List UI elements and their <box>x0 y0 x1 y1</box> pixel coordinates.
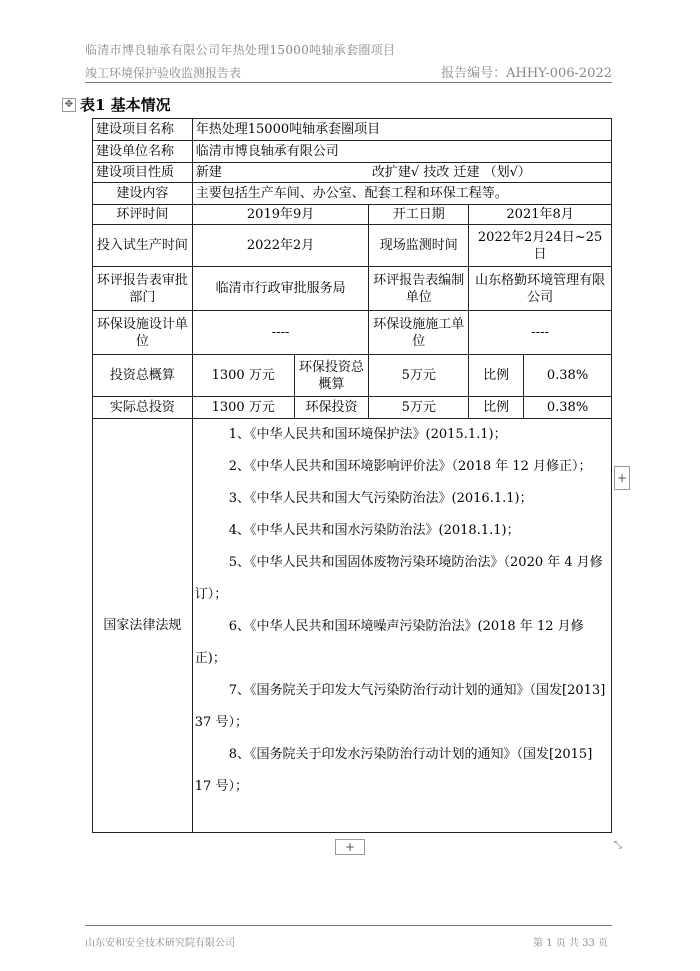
table-row <box>93 225 612 267</box>
table-title: 表1 基本情况 <box>80 96 171 114</box>
table-move-handle-icon[interactable]: ✥ <box>62 98 76 112</box>
footer-divider <box>85 925 612 926</box>
cell-label: 开工日期 <box>369 205 469 225</box>
cell-value: ---- <box>192 311 369 355</box>
cell-value: 5万元 <box>369 355 469 397</box>
cell-label: 建设单位名称 <box>93 141 193 163</box>
cell-value: 年热处理15000吨轴承套圈项目 <box>192 119 611 141</box>
laws-cell <box>192 419 611 833</box>
header-project-title: 临清市博良轴承有限公司年热处理15000吨轴承套圈项目 <box>85 43 396 57</box>
add-column-plus-icon[interactable]: + <box>614 466 630 490</box>
law-item: 6、《中华人民共和国环境噪声污染防治法》(2018 年 12 月修正)； <box>194 619 584 666</box>
law-item: 3、《中华人民共和国大气污染防治法》(2016.1.1)； <box>228 491 533 506</box>
table-row <box>93 205 612 225</box>
table-row <box>93 267 612 311</box>
cell-label: 环保投资总概算 <box>294 355 369 397</box>
table-row <box>93 397 612 419</box>
cell-label: 环保设施施工单位 <box>369 311 469 355</box>
law-item: 5、《中华人民共和国固体废物污染环境防治法》（2020 年 4 月修订）； <box>194 555 603 602</box>
cell-value: 临清市行政审批服务局 <box>192 267 369 311</box>
cell-label: 建设项目名称 <box>93 119 193 141</box>
cell-value: 5万元 <box>369 397 469 419</box>
cell-label: 实际总投资 <box>93 397 193 419</box>
cell-label: 比例 <box>469 355 524 397</box>
cell-value: 2019年9月 <box>192 205 369 225</box>
cell-label: 环保设施设计单位 <box>93 311 193 355</box>
basic-info-table <box>92 118 612 833</box>
cell-value: 0.38% <box>524 355 612 397</box>
cell-label: 建设项目性质 <box>93 163 193 183</box>
footer-organization: 山东安和安全技术研究院有限公司 <box>85 938 235 949</box>
cell-value: 0.38% <box>524 397 612 419</box>
cell-value: 1300 万元 <box>192 397 294 419</box>
cell-value: 主要包括生产车间、办公室、配套工程和环保工程等。 <box>192 183 611 205</box>
table-row <box>93 119 612 141</box>
add-row-plus-icon[interactable]: + <box>335 839 365 855</box>
law-item: 7、《国务院关于印发大气污染防治行动计划的通知》（国发[2013] 37 号）； <box>194 683 606 730</box>
table-row <box>93 141 612 163</box>
header-divider <box>85 82 612 83</box>
cell-label: 环保投资 <box>294 397 369 419</box>
cell-label: 投资总概算 <box>93 355 193 397</box>
cell-value: ---- <box>469 311 612 355</box>
table-row <box>93 355 612 397</box>
cell-value: 2022年2月24日~25日 <box>469 225 612 267</box>
law-item: 2、《中华人民共和国环境影响评价法》（2018 年 12 月修正）； <box>228 459 592 474</box>
cell-value: 2021年8月 <box>469 205 612 225</box>
table-row <box>93 183 612 205</box>
cell-label: 投入试生产时间 <box>93 225 193 267</box>
footer-page-number: 第 1 页 共 33 页 <box>533 938 608 949</box>
law-item: 4、《中华人民共和国水污染防治法》(2018.1.1)； <box>228 523 520 538</box>
laws-list <box>193 419 611 803</box>
cell-value: 1300 万元 <box>192 355 294 397</box>
cell-value: 山东格勤环境管理有限公司 <box>469 267 612 311</box>
cell-label: 比例 <box>469 397 524 419</box>
table-row <box>93 311 612 355</box>
header-report-number: 报告编号：AHHY-006-2022 <box>441 66 612 81</box>
cell-value: 临清市博良轴承有限公司 <box>192 141 611 163</box>
law-item: 8、《国务院关于印发水污染防治行动计划的通知》（国发[2015] 17 号）； <box>194 747 593 794</box>
law-item: 1、《中华人民共和国环境保护法》(2015.1.1)； <box>228 427 507 442</box>
cell-label: 环评时间 <box>93 205 193 225</box>
cell-options: 改扩建√ 技改 迁建 （划√） <box>369 163 612 183</box>
cell-label: 建设内容 <box>93 183 193 205</box>
table-row <box>93 419 612 833</box>
cell-value: 2022年2月 <box>192 225 369 267</box>
cell-label: 环评报告表编制单位 <box>369 267 469 311</box>
cell-label: 现场监测时间 <box>369 225 469 267</box>
header-report-type: 竣工环境保护验收监测报告表 <box>85 66 242 80</box>
cell-label: 环评报告表审批部门 <box>93 267 193 311</box>
table-row <box>93 163 612 183</box>
cell-value: 新建 <box>192 163 369 183</box>
cell-label: 国家法律法规 <box>93 419 193 833</box>
table-resize-handle-icon[interactable]: ⤡ <box>614 840 622 851</box>
